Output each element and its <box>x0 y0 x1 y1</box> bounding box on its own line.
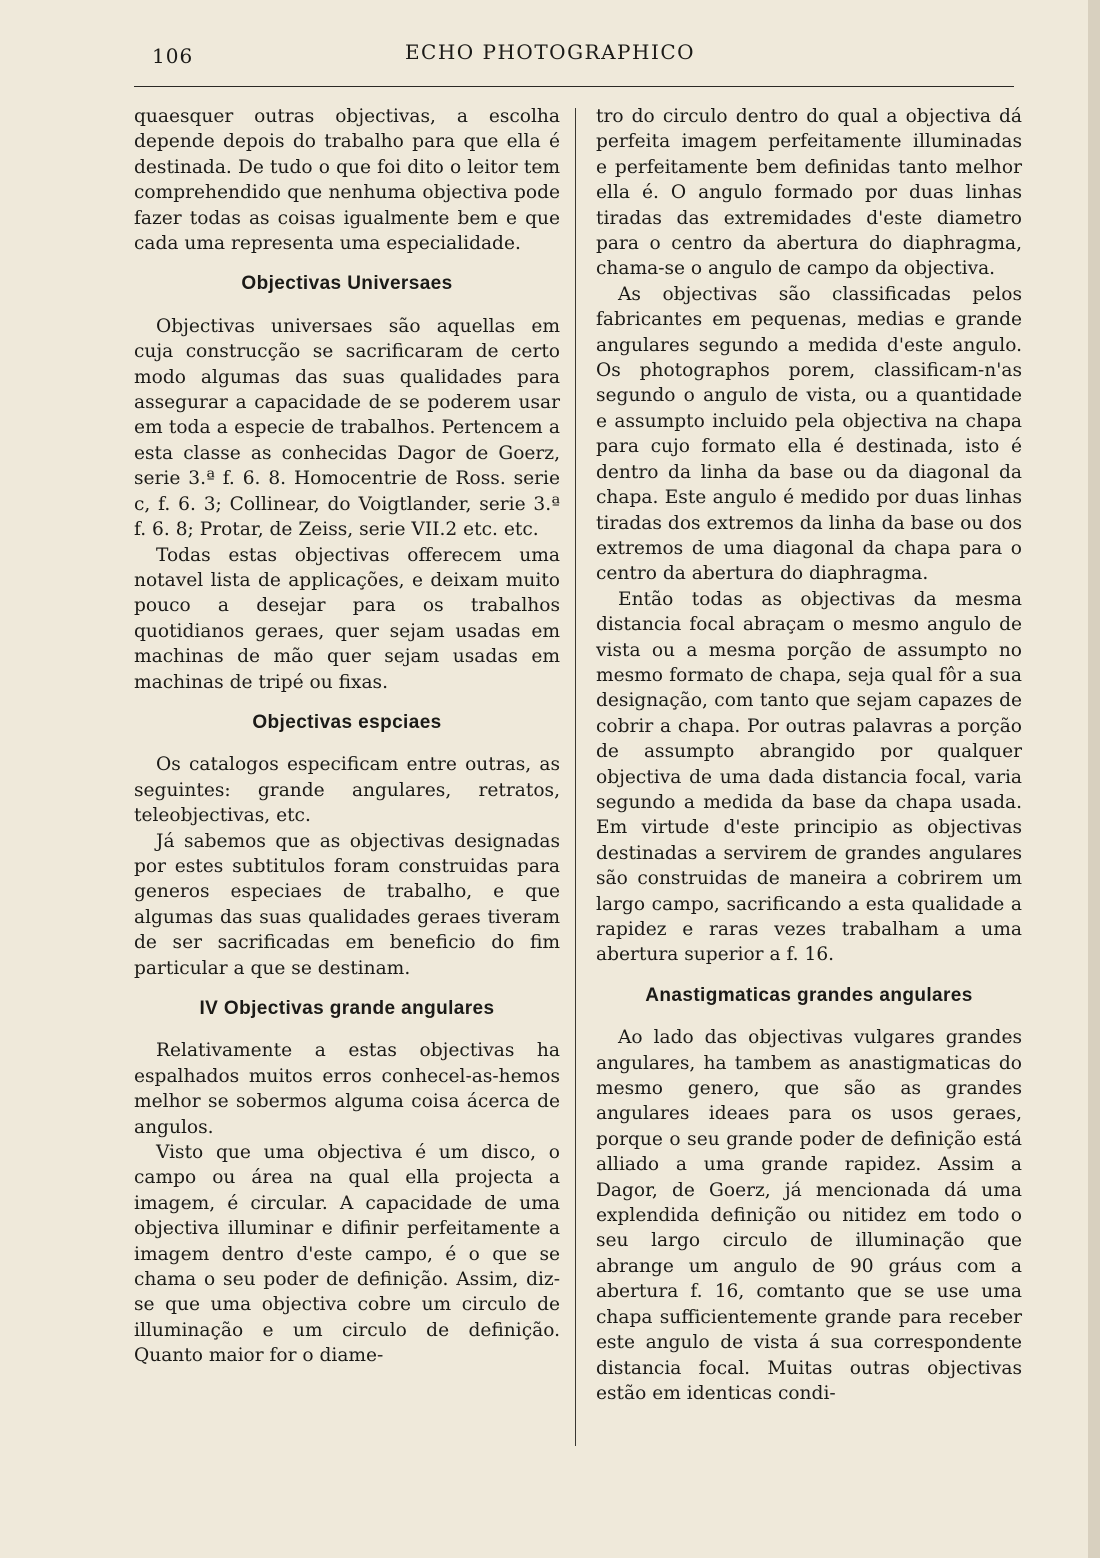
section-heading: IV Objectivas grande angulares <box>199 998 495 1019</box>
paragraph: Todas estas objectivas offerecem uma notavel lista de applicações, e deixam muito pouco a desejar para os trabalhos quotidianos geraes, quer sejam usadas em machinas de mão quer sejam usadas em machinas de tripé ou fixas. <box>134 544 560 693</box>
paragraph: Visto que uma objectiva é um disco, o campo ou área na qual ella projecta a imagem, é circular. A capacidade de uma objectiva illuminar e difinir perfeitamente a imagem dentro d'este campo, é o que se chama o seu poder de definição. Assim, diz-se que uma objectiva cobre um circulo de illuminação e um circulo de definição. Quanto maior for o diame- <box>134 1142 560 1367</box>
paragraph: Relativamente a estas objectivas ha espalhados muitos erros conhecel-as-hemos melhor se sobermos alguma coisa ácerca de angulos. <box>134 1040 560 1138</box>
paragraph: As objectivas são classificadas pelos fabricantes em pequenas, medias e grande angulares segundo a medida d'este angulo. Os photographos porem, classificam-n'as segundo o angulo de vista, ou a quantidade e assumpto incluido pela objectiva na chapa para cujo formato ella é destinada, isto é dentro da linha da base ou da diagonal da chapa. Este angulo é medido por duas linhas tiradas dos extremos da linha da base ou dos extremos de uma diagonal da chapa para o centro da abertura do diaphragma. <box>596 283 1022 585</box>
section-heading: Objectivas Universaes <box>241 273 453 295</box>
paragraph: Os catalogos especificam entre outras, as seguintes: grande angulares, retratos, teleobjectivas, etc. <box>134 754 560 827</box>
section-heading: Objectivas espciaes <box>252 711 442 733</box>
page-number: 106 <box>152 44 194 68</box>
column-divider <box>575 108 576 1446</box>
paragraph: Já sabemos que as objectivas designadas por estes subtitulos foram construidas para generos especiaes de trabalho, e que algumas das suas qualidades geraes tiveram de ser sacrificadas em beneficio do fim particular a que se destinam. <box>134 830 560 979</box>
header-rule <box>134 86 1014 87</box>
page-edge <box>1088 0 1100 1558</box>
paragraph: Então todas as objectivas da mesma distancia focal abraçam o mesmo angulo de vista ou a mesma porção de assumpto no mesmo formato de chapa, seja qual fôr a sua designação, com tanto que sejam capazes de cobrir a chapa. Por outras palavras a porção de assumpto abrangido por qualquer objectiva de uma dada distancia focal, varia segundo a medida da base da chapa usada. Em virtude d'este principio as objectivas destinadas a servirem de grandes angulares são construidas de maneira a cobrirem um largo campo, sacrificando a esta qualidade a rapidez e raras vezes trabalham a uma abertura superior a f. 16. <box>596 588 1022 966</box>
right-column <box>596 104 1022 1406</box>
running-title: ECHO PHOTOGRAPHICO <box>404 40 696 64</box>
paragraph: Objectivas universaes são aquellas em cuja construcção se sacrificaram de certo modo algumas das suas qualidades para assegurar a capacidade de se poderem usar em toda a especie de trabalhos. Pertencem a esta classe as conhecidas Dagor de Goerz, serie 3.ª f. 6. 8. Homocentrie de Ross. serie c, f. 6. 3; Collinear, do Voigtlander, serie 3.ª f. 6. 8; Protar, de Zeiss, serie VII.2 etc. etc. <box>134 315 560 541</box>
left-column <box>134 104 560 1369</box>
paragraph: Ao lado das objectivas vulgares grandes angulares, ha tambem as anastigmaticas do mesmo genero, que são as grandes angulares ideaes para os usos geraes, porque o seu grande poder de definição está alliado a uma grande rapidez. Assim a Dagor, de Goerz, já mencionada dá uma explendida definição ou nitidez em todo o seu largo circulo de illuminação que abrange um angulo de 90 gráus com a abertura f. 16, comtanto que se use uma chapa sufficientemente grande para receber este angulo de vista á sua correspondente distancia focal. Muitas outras objectivas estão em identicas condi- <box>596 1027 1022 1404</box>
section-heading: Anastigmaticas grandes angulares <box>645 984 973 1006</box>
paragraph: tro do circulo dentro do qual a objectiva dá perfeita imagem perfeitamente illuminadas e perfeitamente bem definidas tanto melhor ella é. O angulo formado por duas linhas tiradas das extremidades d'este diametro para o centro da abertura do diaphragma, chama-se o angulo de campo da objectiva. <box>596 106 1022 280</box>
paragraph: quaesquer outras objectivas, a escolha depende depois do trabalho para que ella é destinada. De tudo o que foi dito o leitor tem comprehendido que nenhuma objectiva pode fazer todas as coisas igualmente bem e que cada uma representa uma especialidade. <box>134 106 560 255</box>
